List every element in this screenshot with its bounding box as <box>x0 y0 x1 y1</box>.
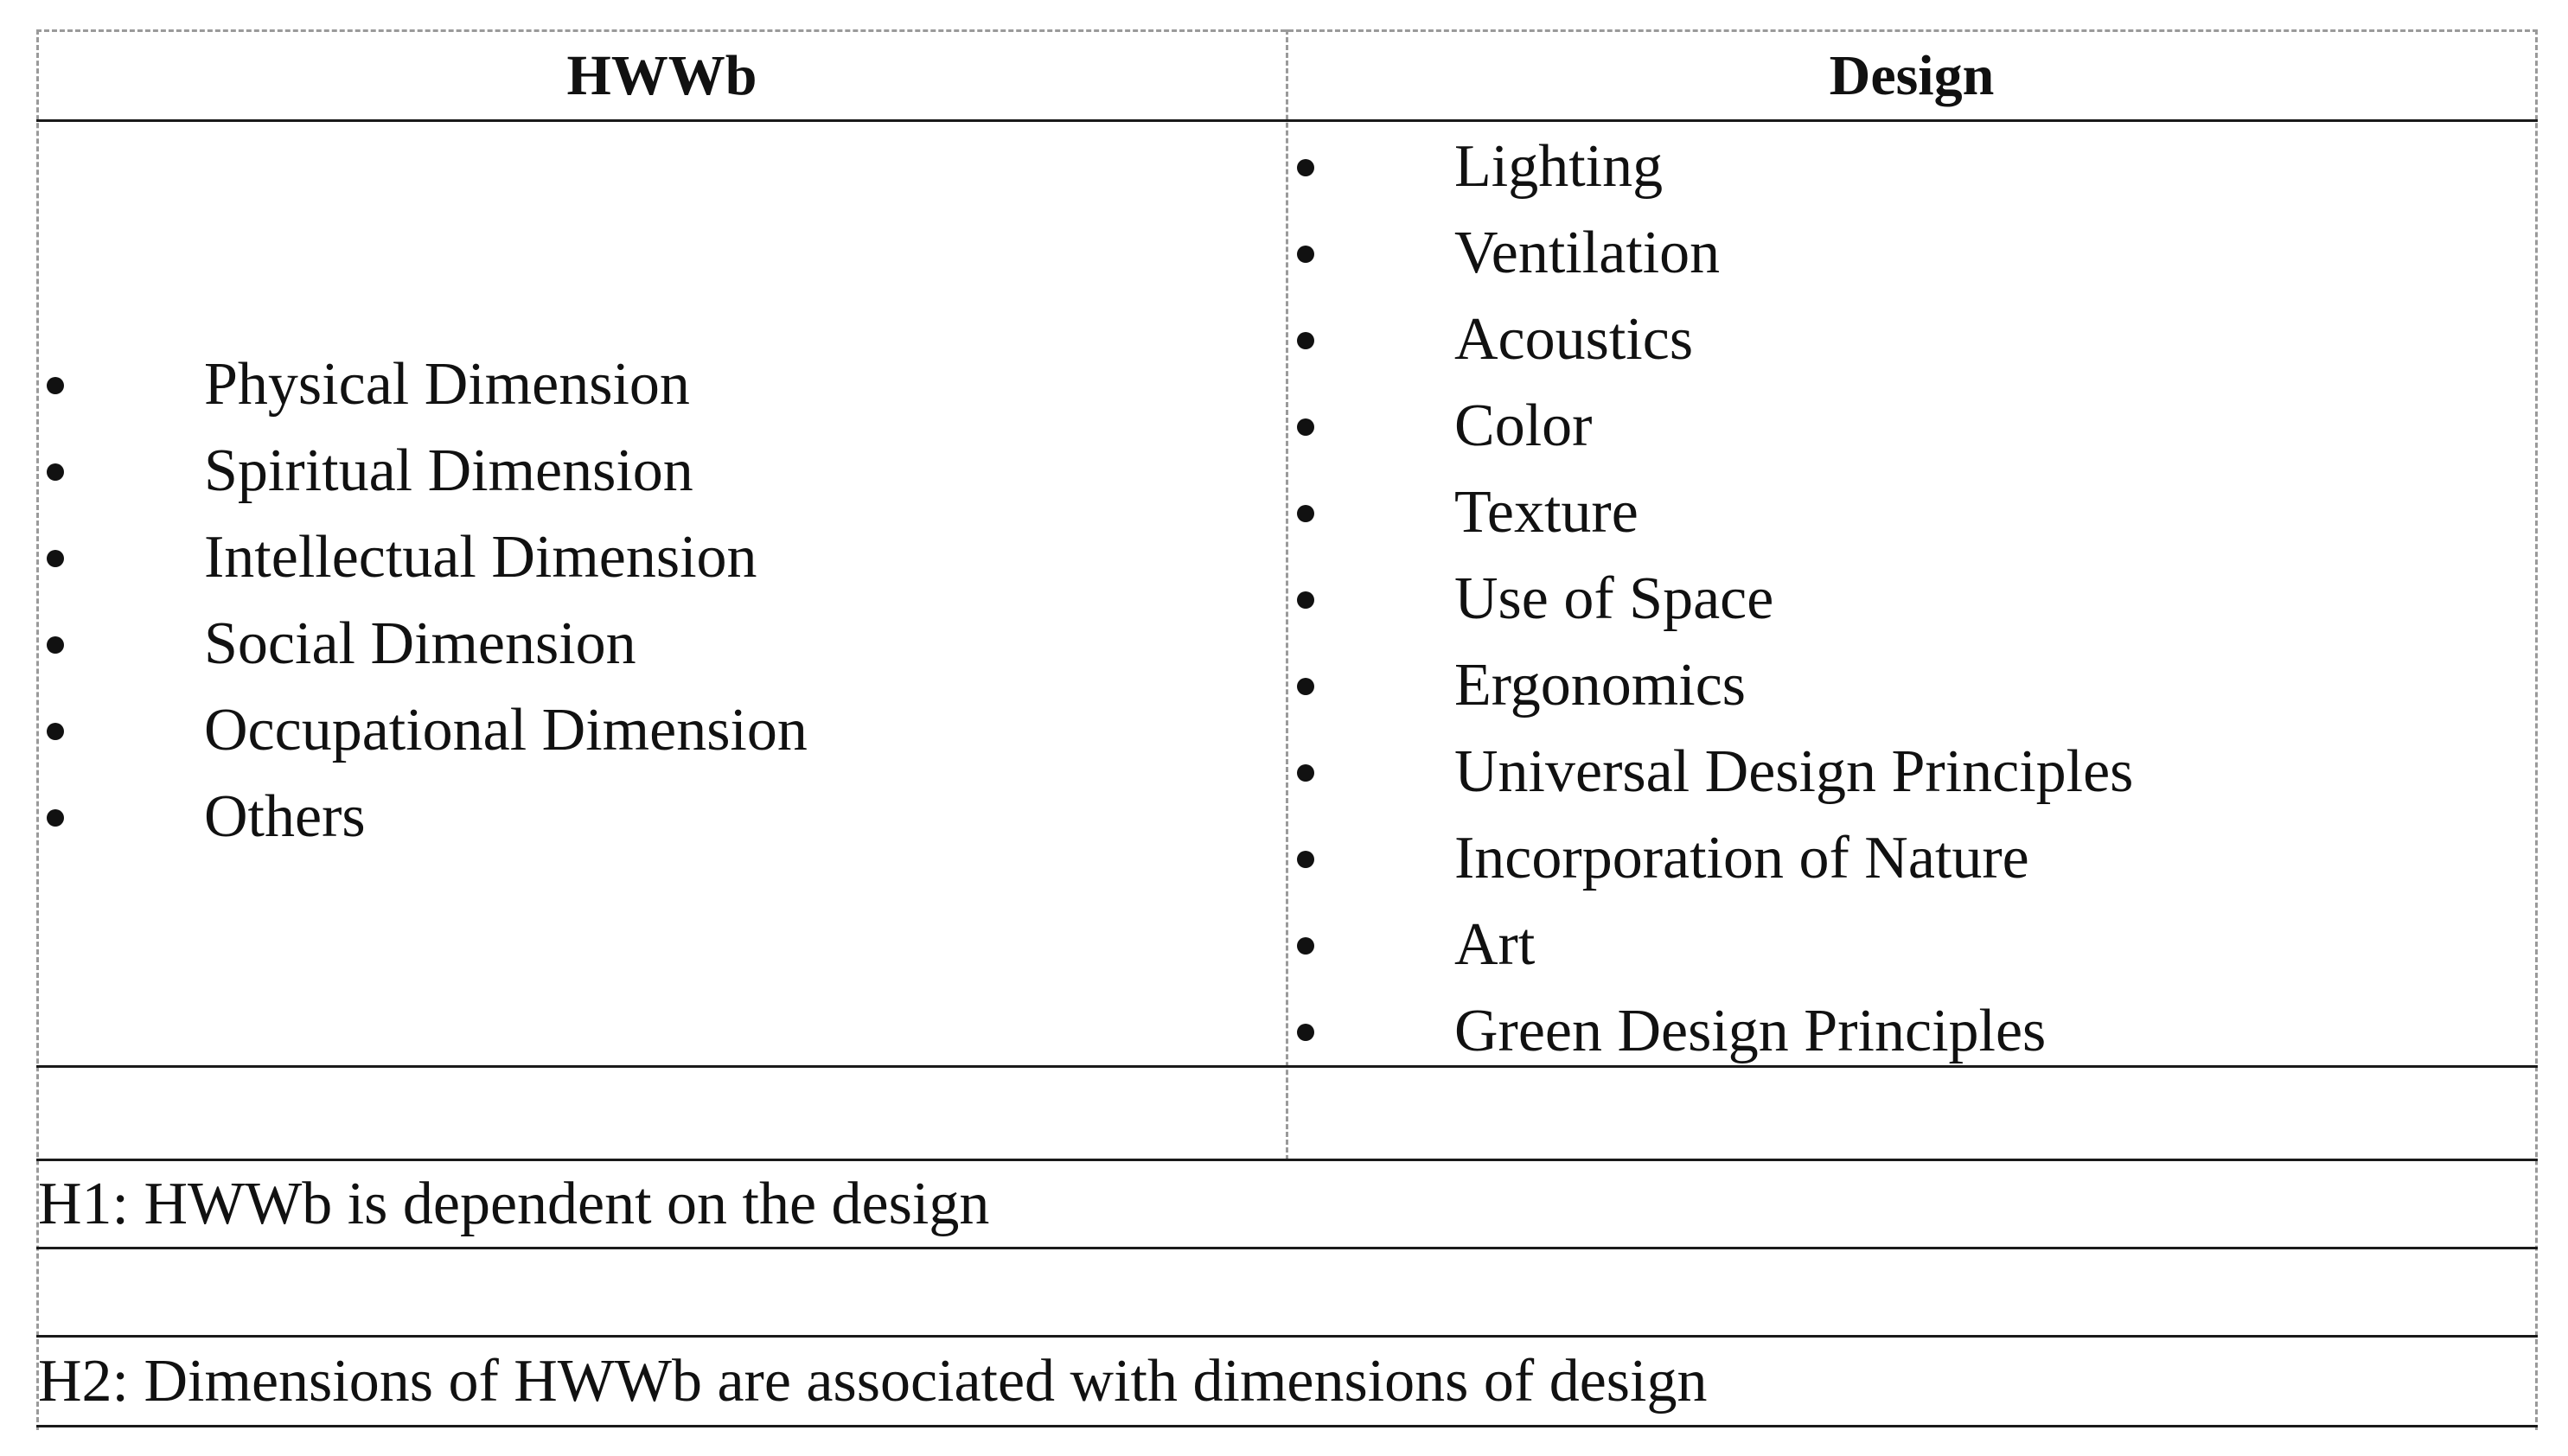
hwwb-item-label: Spiritual Dimension <box>204 437 693 504</box>
list-item <box>1288 988 2499 1075</box>
hwwb-item-label: Physical Dimension <box>204 351 690 418</box>
list-item <box>1288 469 2499 556</box>
list-item <box>1288 902 2499 988</box>
bullet-icon <box>1297 851 1314 868</box>
hypothesis-h1: H1: HWWb is dependent on the design <box>38 1171 990 1237</box>
bullet-icon <box>47 809 64 827</box>
design-item-label: Ventilation <box>1454 220 1721 286</box>
bullet-icon <box>1297 332 1314 349</box>
design-item-label: Ergonomics <box>1454 652 1747 718</box>
hwwb-item-label: Social Dimension <box>204 610 636 677</box>
list-item <box>1288 210 2499 297</box>
design-item-label: Green Design Principles <box>1454 998 2047 1064</box>
list-item <box>1288 297 2499 383</box>
h2-top-rule <box>36 1335 2538 1338</box>
bullet-icon <box>47 636 64 654</box>
bullet-icon <box>1297 678 1314 695</box>
bullet-icon <box>1297 591 1314 609</box>
hwwb-list <box>38 342 1249 860</box>
bullet-icon <box>1297 505 1314 522</box>
design-item-label: Universal Design Principles <box>1454 738 2134 805</box>
list-item <box>38 774 1249 860</box>
hypothesis-h2: H2: Dimensions of HWWb are associated with dimensions of design <box>38 1348 1708 1414</box>
design-item-label: Texture <box>1454 479 1639 546</box>
bullet-icon <box>47 377 64 394</box>
design-item-label: Art <box>1454 911 1536 978</box>
bullet-icon <box>1297 937 1314 955</box>
design-item-label: Lighting <box>1454 133 1664 200</box>
bullet-icon <box>47 463 64 481</box>
bullet-icon <box>47 723 64 740</box>
list-item <box>38 687 1249 774</box>
list-item <box>1288 815 2499 902</box>
list-item <box>1288 383 2499 469</box>
list-item <box>38 514 1249 601</box>
design-item-label: Color <box>1454 393 1593 459</box>
list-item <box>38 342 1249 428</box>
header-hwwb: HWWb <box>566 44 757 107</box>
list-item <box>38 601 1249 687</box>
table-right-border <box>2535 29 2538 1430</box>
header-design: Design <box>1829 44 1995 107</box>
list-item <box>1288 556 2499 642</box>
list-item <box>38 428 1249 514</box>
design-item-label: Incorporation of Nature <box>1454 825 2029 891</box>
list-item <box>1288 729 2499 815</box>
bullet-icon <box>1297 159 1314 176</box>
hwwb-item-label: Others <box>204 783 366 850</box>
bullet-icon <box>1297 764 1314 782</box>
hwwb-item-label: Occupational Dimension <box>204 697 808 763</box>
list-item <box>1288 642 2499 729</box>
list-item <box>1288 124 2499 210</box>
design-item-label: Acoustics <box>1454 306 1694 373</box>
bullet-icon <box>1297 418 1314 436</box>
hwwb-item-label: Intellectual Dimension <box>204 524 757 591</box>
table-bottom-rule <box>36 1425 2538 1427</box>
bullet-icon <box>1297 1024 1314 1041</box>
bullet-icon <box>1297 246 1314 263</box>
design-item-label: Use of Space <box>1454 565 1774 632</box>
bullet-icon <box>47 550 64 567</box>
design-list <box>1288 124 2499 1075</box>
